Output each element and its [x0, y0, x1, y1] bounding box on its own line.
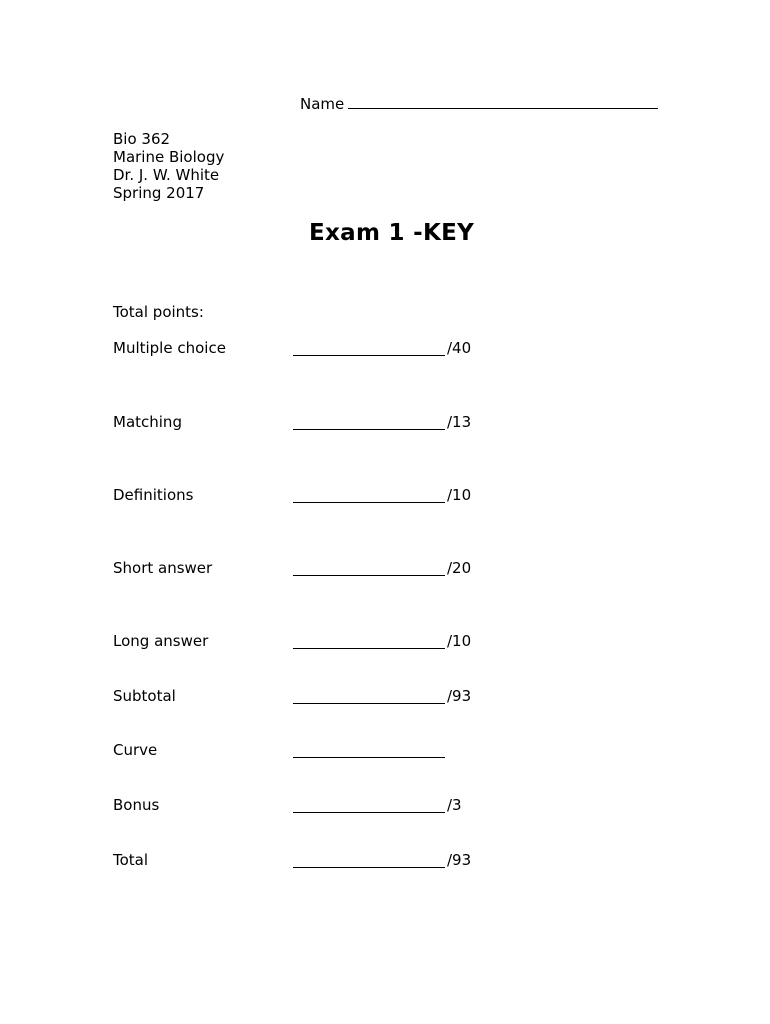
score-row-label: Curve [113, 741, 158, 759]
score-blank-line [293, 687, 445, 704]
course-info-block [113, 130, 224, 202]
score-row-label: Subtotal [113, 687, 176, 705]
score-row-label: Short answer [113, 559, 213, 577]
score-blank-line [293, 632, 445, 649]
score-row-subtotal [113, 687, 513, 707]
score-blank-line [293, 413, 445, 430]
score-row-label: Total [113, 851, 149, 869]
score-row-max: /3 [447, 796, 462, 814]
course-title: Marine Biology [113, 148, 225, 166]
score-row-total [113, 851, 513, 871]
score-blank-line [293, 339, 445, 356]
score-row-bonus [113, 796, 513, 816]
score-blank-line [293, 559, 445, 576]
name-label: Name [300, 95, 345, 113]
score-row-max: /13 [447, 413, 472, 431]
score-row-max: /93 [447, 687, 472, 705]
score-row-max: /20 [447, 559, 472, 577]
score-row-max: /10 [447, 486, 472, 504]
course-code: Bio 362 [113, 130, 171, 148]
name-blank-line [348, 92, 658, 109]
course-instructor: Dr. J. W. White [113, 166, 220, 184]
score-row-label: Matching [113, 413, 182, 431]
score-row-max: /40 [447, 339, 472, 357]
score-row-label: Definitions [113, 486, 194, 504]
exam-title: Exam 1 -KEY [309, 220, 475, 246]
score-row-curve [113, 741, 513, 761]
score-blank-line [293, 486, 445, 503]
score-row-label: Bonus [113, 796, 160, 814]
score-row-matching [113, 413, 513, 433]
score-blank-line [293, 851, 445, 868]
score-row-label: Long answer [113, 632, 209, 650]
score-row-short-answer [113, 559, 513, 579]
score-row-max: /10 [447, 632, 472, 650]
name-field-row [300, 92, 658, 113]
score-row-definitions [113, 486, 513, 506]
score-blank-line [293, 796, 445, 813]
score-row-long-answer [113, 632, 513, 652]
total-points-heading: Total points: [113, 303, 204, 321]
score-blank-line [293, 741, 445, 758]
course-term: Spring 2017 [113, 184, 205, 202]
score-row-label: Multiple choice [113, 339, 226, 357]
score-row-multiple-choice [113, 339, 513, 359]
score-row-max: /93 [447, 851, 472, 869]
